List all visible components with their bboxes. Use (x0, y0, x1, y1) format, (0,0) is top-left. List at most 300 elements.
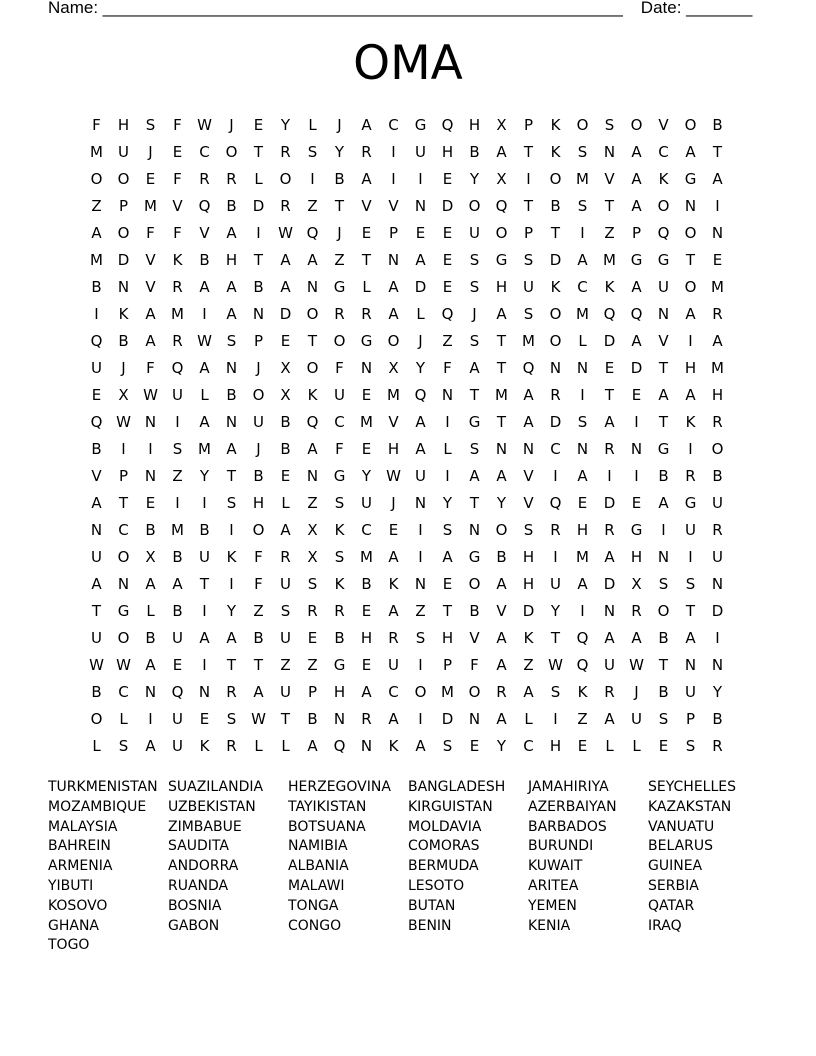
grid-letter: O (468, 683, 481, 701)
grid-letter: A (388, 305, 399, 323)
grid-letter: A (145, 305, 156, 323)
grid-letter: V (523, 494, 534, 512)
grid-letter: N (306, 467, 319, 485)
grid-letter: R (604, 440, 615, 458)
grid-letter: I (229, 575, 234, 593)
date-field[interactable]: Date: _______ (640, 0, 753, 17)
grid-letter: S (577, 413, 588, 431)
grid-letter: R (172, 278, 183, 296)
grid-letter: I (202, 494, 207, 512)
grid-letter: M (387, 386, 400, 404)
grid-letter: C (388, 683, 399, 701)
grid-letter: O (657, 602, 670, 620)
grid-letter: N (414, 494, 427, 512)
grid-letter: Z (307, 197, 318, 215)
grid-letter: A (280, 521, 291, 539)
grid-letter: S (658, 575, 669, 593)
grid-letter: Q (549, 494, 562, 512)
grid-letter: Y (280, 116, 291, 134)
grid-letter: O (279, 170, 292, 188)
grid-letter: V (145, 251, 156, 269)
grid-letter: E (145, 494, 156, 512)
grid-letter: P (253, 332, 264, 350)
grid-letter: I (418, 170, 423, 188)
grid-letter: O (306, 305, 319, 323)
grid-letter: B (334, 170, 345, 188)
word-list-item: SEYCHELLES (648, 779, 736, 795)
grid-letter: S (685, 575, 696, 593)
grid-letter: S (685, 737, 696, 755)
grid-letter: H (711, 386, 724, 404)
grid-letter: I (391, 170, 396, 188)
grid-letter: F (335, 440, 344, 458)
grid-letter: S (415, 629, 426, 647)
grid-letter: I (256, 224, 261, 242)
grid-letter: F (146, 359, 155, 377)
grid-letter: B (307, 710, 318, 728)
grid-letter: X (631, 575, 642, 593)
grid-letter: T (361, 251, 372, 269)
grid-letter: R (604, 521, 615, 539)
grid-letter: Z (280, 656, 291, 674)
grid-letter: L (443, 440, 452, 458)
grid-letter: I (688, 440, 693, 458)
word-list-item: TONGA (288, 897, 339, 914)
grid-letter: R (361, 305, 372, 323)
word-list-item: KOSOVO (48, 897, 108, 914)
grid-letter: I (580, 386, 585, 404)
grid-letter: T (253, 656, 264, 674)
grid-letter: T (442, 602, 453, 620)
grid-letter: M (576, 305, 589, 323)
grid-letter: M (90, 251, 103, 269)
grid-letter: Q (171, 683, 184, 701)
word-list-item: BAHREIN (48, 838, 111, 855)
word-list-item: MALAYSIA (48, 818, 118, 835)
grid-letter: B (253, 467, 264, 485)
grid-letter: G (630, 521, 643, 539)
grid-letter: E (577, 494, 588, 512)
grid-letter: V (199, 224, 210, 242)
grid-letter: J (148, 143, 153, 161)
grid-letter: X (388, 359, 399, 377)
grid-letter: E (442, 224, 453, 242)
grid-letter: N (603, 602, 616, 620)
grid-letter: G (333, 656, 346, 674)
grid-letter: Q (171, 359, 184, 377)
grid-letter: S (523, 251, 534, 269)
grid-letter: O (117, 170, 130, 188)
grid-letter: I (553, 467, 558, 485)
grid-letter: X (280, 359, 291, 377)
grid-letter: M (495, 386, 508, 404)
grid-letter: U (388, 656, 399, 674)
grid-letter: U (280, 683, 291, 701)
word-list-item: GUINEA (648, 858, 703, 875)
grid-letter: B (550, 197, 561, 215)
grid-letter: C (658, 143, 669, 161)
header (48, 0, 752, 19)
grid-letter: E (172, 656, 183, 674)
grid-letter: N (117, 575, 130, 593)
grid-letter: S (172, 440, 183, 458)
grid-letter: C (523, 737, 534, 755)
grid-letter: S (334, 548, 345, 566)
grid-letter: N (657, 305, 670, 323)
grid-letter: B (712, 710, 723, 728)
grid-letter: E (712, 251, 723, 269)
word-list-item: KUWAIT (528, 858, 583, 875)
grid-letter: I (580, 224, 585, 242)
grid-letter: U (91, 548, 102, 566)
grid-letter: D (630, 359, 643, 377)
grid-letter: A (631, 278, 642, 296)
grid-letter: S (577, 143, 588, 161)
grid-letter: D (441, 710, 454, 728)
grid-letter: E (631, 386, 642, 404)
grid-letter: U (523, 278, 534, 296)
grid-letter: T (712, 143, 723, 161)
grid-letter: I (202, 305, 207, 323)
grid-letter: R (712, 413, 723, 431)
grid-letter: U (712, 548, 723, 566)
grid-letter: L (146, 602, 155, 620)
grid-letter: Q (576, 656, 589, 674)
grid-letter: S (280, 602, 291, 620)
grid-letter: K (523, 629, 534, 647)
grid-letter: P (442, 656, 453, 674)
grid-letter: S (577, 197, 588, 215)
grid-letter: A (604, 629, 615, 647)
grid-letter: N (576, 440, 589, 458)
word-list-item: BUTAN (408, 897, 456, 914)
grid-letter: I (391, 143, 396, 161)
grid-letter: L (605, 737, 614, 755)
grid-letter: O (90, 170, 103, 188)
grid-letter: N (711, 656, 724, 674)
grid-letter: B (118, 332, 129, 350)
grid-letter: K (604, 278, 615, 296)
grid-letter: A (496, 629, 507, 647)
grid-letter: R (307, 602, 318, 620)
grid-letter: A (145, 332, 156, 350)
grid-letter: E (415, 224, 426, 242)
grid-letter: Q (90, 413, 103, 431)
grid-letter: T (334, 197, 345, 215)
word-list-item: VANUATU (648, 818, 715, 835)
grid-letter: S (658, 710, 669, 728)
grid-letter: A (685, 143, 696, 161)
grid-letter: A (604, 413, 615, 431)
grid-letter: V (361, 197, 372, 215)
grid-letter: A (280, 251, 291, 269)
grid-letter: R (334, 305, 345, 323)
grid-letter: S (145, 116, 156, 134)
grid-letter: I (688, 332, 693, 350)
grid-letter: Q (414, 386, 427, 404)
grid-letter: S (550, 683, 561, 701)
grid-letter: I (715, 197, 720, 215)
grid-letter: U (361, 494, 372, 512)
grid-letter: D (603, 494, 616, 512)
grid-letter: L (524, 710, 533, 728)
grid-letter: M (171, 521, 184, 539)
grid-letter: E (280, 467, 291, 485)
grid-letter: X (307, 521, 318, 539)
grid-letter: B (658, 467, 669, 485)
grid-letter: A (442, 548, 453, 566)
grid-letter: V (604, 170, 615, 188)
grid-letter: B (145, 629, 156, 647)
grid-letter: Z (442, 332, 453, 350)
grid-letter: V (496, 602, 507, 620)
grid-letter: A (604, 548, 615, 566)
grid-letter: D (117, 251, 130, 269)
grid-letter: U (280, 629, 291, 647)
grid-letter: A (415, 440, 426, 458)
word-list-item: MOLDAVIA (408, 818, 482, 835)
grid-letter: R (226, 737, 237, 755)
grid-letter: Q (441, 305, 454, 323)
grid-letter: A (631, 197, 642, 215)
grid-letter: A (631, 143, 642, 161)
grid-letter: S (226, 332, 237, 350)
grid-letter: N (468, 521, 481, 539)
grid-letter: F (92, 116, 101, 134)
grid-letter: U (685, 683, 696, 701)
grid-letter: A (388, 278, 399, 296)
grid-letter: R (604, 683, 615, 701)
grid-letter: P (631, 224, 642, 242)
grid-letter: T (685, 602, 696, 620)
grid-letter: A (226, 278, 237, 296)
grid-letter: O (414, 683, 427, 701)
grid-letter: S (469, 278, 480, 296)
grid-letter: R (334, 602, 345, 620)
grid-letter: U (631, 710, 642, 728)
grid-letter: U (172, 386, 183, 404)
grid-letter: A (280, 278, 291, 296)
grid-letter: W (116, 656, 131, 674)
grid-letter: B (145, 521, 156, 539)
grid-letter: T (658, 413, 669, 431)
grid-letter: M (360, 413, 373, 431)
grid-letter: D (252, 197, 265, 215)
grid-letter: D (603, 332, 616, 350)
grid-letter: I (553, 710, 558, 728)
grid-letter: M (711, 278, 724, 296)
grid-letter: P (388, 224, 399, 242)
grid-letter: H (441, 143, 454, 161)
grid-letter: A (145, 737, 156, 755)
grid-letter: I (580, 602, 585, 620)
grid-letter: I (688, 548, 693, 566)
grid-letter: K (685, 413, 696, 431)
grid-letter: B (91, 278, 102, 296)
grid-letter: H (522, 575, 535, 593)
grid-letter: T (469, 386, 480, 404)
grid-letter: C (118, 521, 129, 539)
grid-letter: X (307, 548, 318, 566)
grid-letter: T (91, 602, 102, 620)
grid-letter: B (172, 602, 183, 620)
grid-letter: Z (253, 602, 264, 620)
grid-letter: N (306, 278, 319, 296)
grid-letter: U (172, 710, 183, 728)
word-list-item: BANGLADESH (408, 779, 506, 795)
grid-letter: X (145, 548, 156, 566)
grid-letter: O (549, 332, 562, 350)
grid-letter: P (118, 197, 129, 215)
grid-letter: A (577, 251, 588, 269)
grid-letter: A (361, 116, 372, 134)
grid-letter: M (522, 332, 535, 350)
page-title: OMA (353, 36, 463, 91)
grid-letter: I (715, 629, 720, 647)
grid-letter: B (172, 548, 183, 566)
word-list-item: YIBUTI (48, 877, 94, 894)
grid-letter: U (415, 467, 426, 485)
grid-letter: T (469, 494, 480, 512)
grid-letter: V (658, 332, 669, 350)
grid-letter: N (360, 737, 373, 755)
grid-letter: A (145, 656, 156, 674)
grid-letter: L (92, 737, 101, 755)
grid-letter: O (684, 278, 697, 296)
grid-letter: Q (630, 305, 643, 323)
grid-letter: U (199, 548, 210, 566)
grid-letter: O (306, 359, 319, 377)
grid-letter: W (629, 656, 644, 674)
word-list-item: AZERBAIYAN (528, 798, 617, 815)
grid-letter: S (226, 710, 237, 728)
grid-letter: K (172, 251, 183, 269)
grid-letter: M (360, 548, 373, 566)
grid-letter: C (577, 278, 588, 296)
grid-letter: L (632, 737, 641, 755)
grid-letter: E (442, 278, 453, 296)
grid-letter: R (712, 305, 723, 323)
grid-letter: U (172, 629, 183, 647)
word-list (48, 778, 768, 956)
grid-letter: T (253, 251, 264, 269)
grid-letter: O (549, 170, 562, 188)
grid-letter: D (549, 413, 562, 431)
grid-letter: G (657, 440, 670, 458)
grid-letter: F (173, 224, 182, 242)
grid-letter: I (148, 440, 153, 458)
grid-letter: O (549, 305, 562, 323)
grid-letter: M (711, 359, 724, 377)
grid-letter: L (578, 332, 587, 350)
grid-letter: F (254, 575, 263, 593)
grid-letter: A (523, 413, 534, 431)
grid-letter: M (603, 251, 616, 269)
grid-letter: O (252, 521, 265, 539)
grid-letter: H (441, 629, 454, 647)
grid-letter: E (658, 737, 669, 755)
grid-letter: S (118, 737, 129, 755)
word-list-item: BURUNDI (528, 838, 594, 855)
grid-letter: B (658, 629, 669, 647)
grid-letter: H (468, 116, 481, 134)
grid-letter: S (523, 521, 534, 539)
grid-letter: G (684, 170, 697, 188)
grid-letter: I (121, 440, 126, 458)
grid-letter: P (118, 467, 129, 485)
grid-letter: A (145, 575, 156, 593)
grid-letter: T (604, 386, 615, 404)
grid-letter: E (631, 494, 642, 512)
grid-letter: B (469, 143, 480, 161)
grid-letter: V (658, 116, 669, 134)
grid-letter: Y (496, 494, 507, 512)
grid-letter: E (91, 386, 102, 404)
grid-letter: R (712, 521, 723, 539)
grid-letter: N (225, 359, 238, 377)
grid-letter: G (684, 494, 697, 512)
word-list-item: JAMAHIRIYA (528, 779, 609, 795)
grid-letter: A (577, 467, 588, 485)
grid-letter: I (418, 548, 423, 566)
grid-letter: Q (603, 305, 616, 323)
grid-letter: G (333, 278, 346, 296)
grid-letter: J (337, 224, 342, 242)
grid-letter: Z (577, 710, 588, 728)
grid-letter: E (361, 602, 372, 620)
grid-letter: A (388, 602, 399, 620)
grid-letter: L (281, 494, 290, 512)
grid-letter: T (550, 224, 561, 242)
grid-letter: T (658, 359, 669, 377)
grid-letter: A (523, 386, 534, 404)
grid-letter: R (631, 602, 642, 620)
grid-letter: I (202, 656, 207, 674)
grid-letter: A (685, 386, 696, 404)
grid-letter: O (495, 224, 508, 242)
grid-letter: L (416, 305, 425, 323)
letter-grid (83, 112, 731, 760)
grid-letter: U (334, 386, 345, 404)
grid-letter: E (145, 170, 156, 188)
grid-letter: C (361, 521, 372, 539)
grid-letter: D (549, 251, 562, 269)
grid-letter: B (280, 440, 291, 458)
grid-letter: O (387, 332, 400, 350)
grid-letter: A (199, 629, 210, 647)
grid-letter: A (496, 467, 507, 485)
grid-letter: H (117, 116, 130, 134)
grid-letter: A (658, 494, 669, 512)
grid-letter: T (685, 251, 696, 269)
grid-letter: I (418, 710, 423, 728)
grid-letter: W (197, 116, 212, 134)
grid-letter: B (712, 116, 723, 134)
grid-letter: Q (657, 224, 670, 242)
grid-letter: P (685, 710, 696, 728)
word-list-item: TAYIKISTAN (288, 798, 367, 815)
grid-letter: E (253, 116, 264, 134)
grid-letter: Y (496, 737, 507, 755)
grid-letter: B (658, 683, 669, 701)
grid-letter: S (469, 251, 480, 269)
grid-letter: A (658, 386, 669, 404)
grid-letter: A (496, 575, 507, 593)
grid-letter: P (523, 224, 534, 242)
grid-letter: S (442, 737, 453, 755)
grid-letter: G (468, 413, 481, 431)
name-field[interactable]: Name: _______________________________________________________ (48, 0, 623, 17)
